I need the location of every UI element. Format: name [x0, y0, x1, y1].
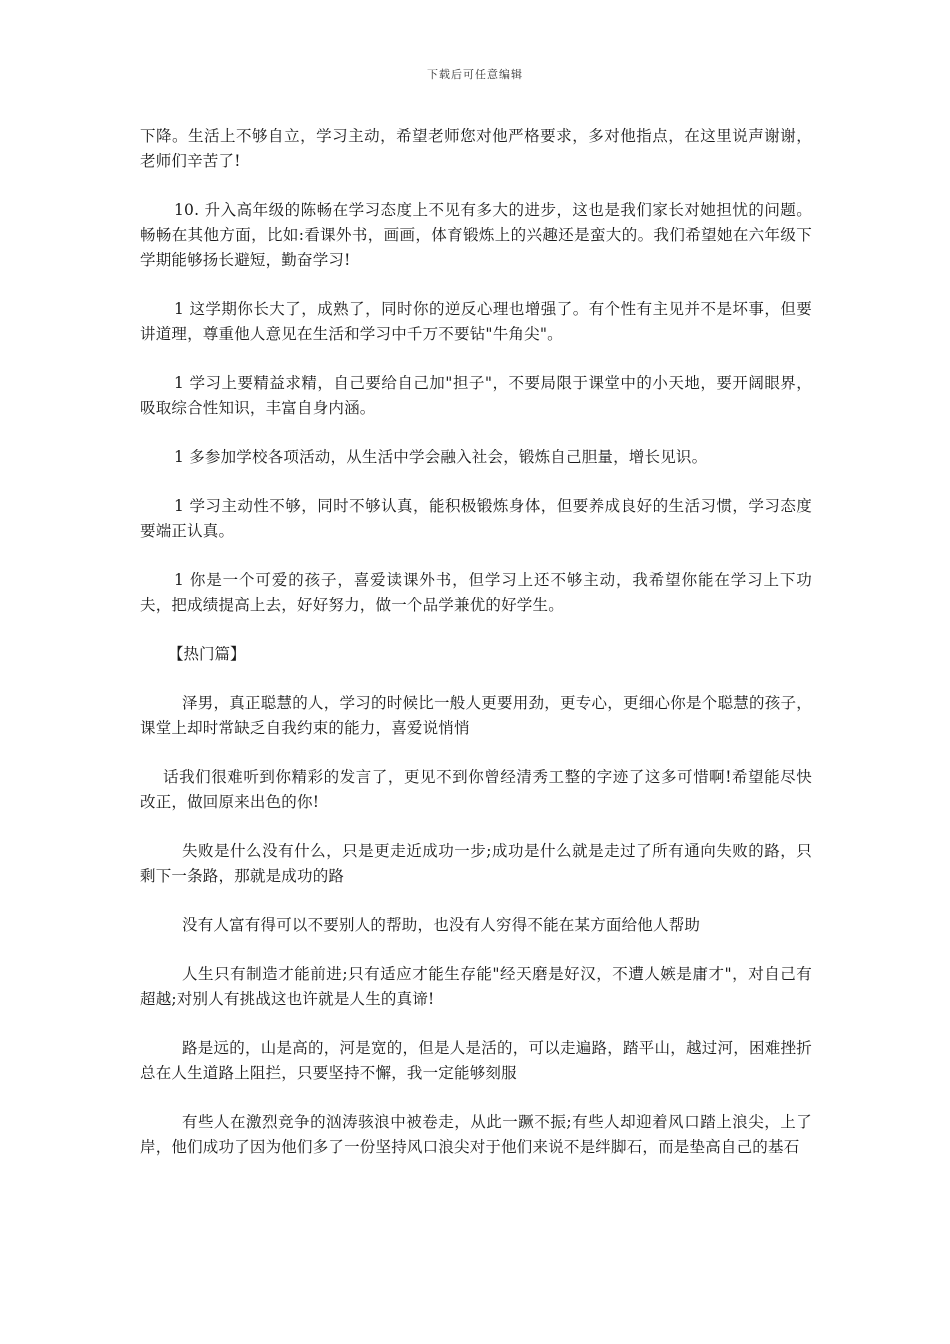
paragraph-comment-4: 1 学习主动性不够，同时不够认真，能积极锻炼身体，但要养成良好的生活习惯，学习态度要端正认真。 — [140, 497, 812, 540]
hot-paragraph-5: 人生只有制造才能前进;只有适应才能生存能"经天磨是好汉，不遭人嫉是庸才"，对自己有超越;对别人有挑战这也许就是人生的真谛! — [140, 965, 812, 1008]
hot-paragraph-7: 有些人在激烈竞争的汹涛骇浪中被卷走，从此一蹶不振;有些人却迎着风口踏上浪尖，上了岸，他们成功了因为他们多了一份坚持风口浪尖对于他们来说不是绊脚石，而是垫高自己的基石 — [140, 1113, 812, 1156]
hot-paragraph-1: 泽男，真正聪慧的人，学习的时候比一般人更要用劲，更专心，更细心你是个聪慧的孩子，课堂上却时常缺乏自我约束的能力，喜爱说悄悄 — [140, 694, 812, 737]
hot-paragraph-3: 失败是什么没有什么，只是更走近成功一步;成功是什么就是走过了所有通向失败的路，只剩下一条路，那就是成功的路 — [140, 842, 812, 885]
hot-paragraph-6: 路是远的，山是高的，河是宽的，但是人是活的，可以走遍路，踏平山，越过河，困难挫折总在人生道路上阻拦，只要坚持不懈，我一定能够刻服 — [140, 1039, 812, 1082]
paragraph-comment-2: 1 学习上要精益求精，自己要给自己加"担子"，不要局限于课堂中的小天地，要开阔眼界，吸取综合性知识，丰富自身内涵。 — [140, 374, 812, 417]
hot-paragraph-4: 没有人富有得可以不要别人的帮助，也没有人穷得不能在某方面给他人帮助 — [182, 916, 701, 934]
paragraph-comment-1: 1 这学期你长大了，成熟了，同时你的逆反心理也增强了。有个性有主见并不是坏事，但要讲道理，尊重他人意见在生活和学习中千万不要钻"牛角尖"。 — [140, 300, 812, 343]
paragraph-comment-5: 1 你是一个可爱的孩子，喜爱读课外书，但学习上还不够主动，我希望你能在学习上下功夫，把成绩提高上去，好好努力，做一个品学兼优的好学生。 — [140, 571, 812, 614]
paragraph-item-10: 10. 升入高年级的陈畅在学习态度上不见有多大的进步，这也是我们家长对她担忧的问题。畅畅在其他方面，比如:看课外书，画画，体育锻炼上的兴趣还是蛮大的。我们希望她在六年级下学期能够扬长避短，勤奋学习! — [140, 201, 812, 269]
hot-paragraph-2: 话我们很难听到你精彩的发言了，更见不到你曾经清秀工整的字迹了这多可惜啊!希望能尽快改正，做回原来出色的你! — [140, 768, 812, 811]
page-header: 下载后可任意编辑 — [427, 68, 523, 81]
document-body — [140, 124, 812, 1184]
section-heading-hot: 【热门篇】 — [168, 645, 246, 663]
paragraph-comment-3: 1 多参加学校各项活动，从生活中学会融入社会，锻炼自己胆量，增长见识。 — [174, 448, 708, 466]
paragraph-continued: 下降。生活上不够自立，学习主动，希望老师您对他严格要求，多对他指点，在这里说声谢谢，老师们辛苦了! — [140, 127, 812, 170]
